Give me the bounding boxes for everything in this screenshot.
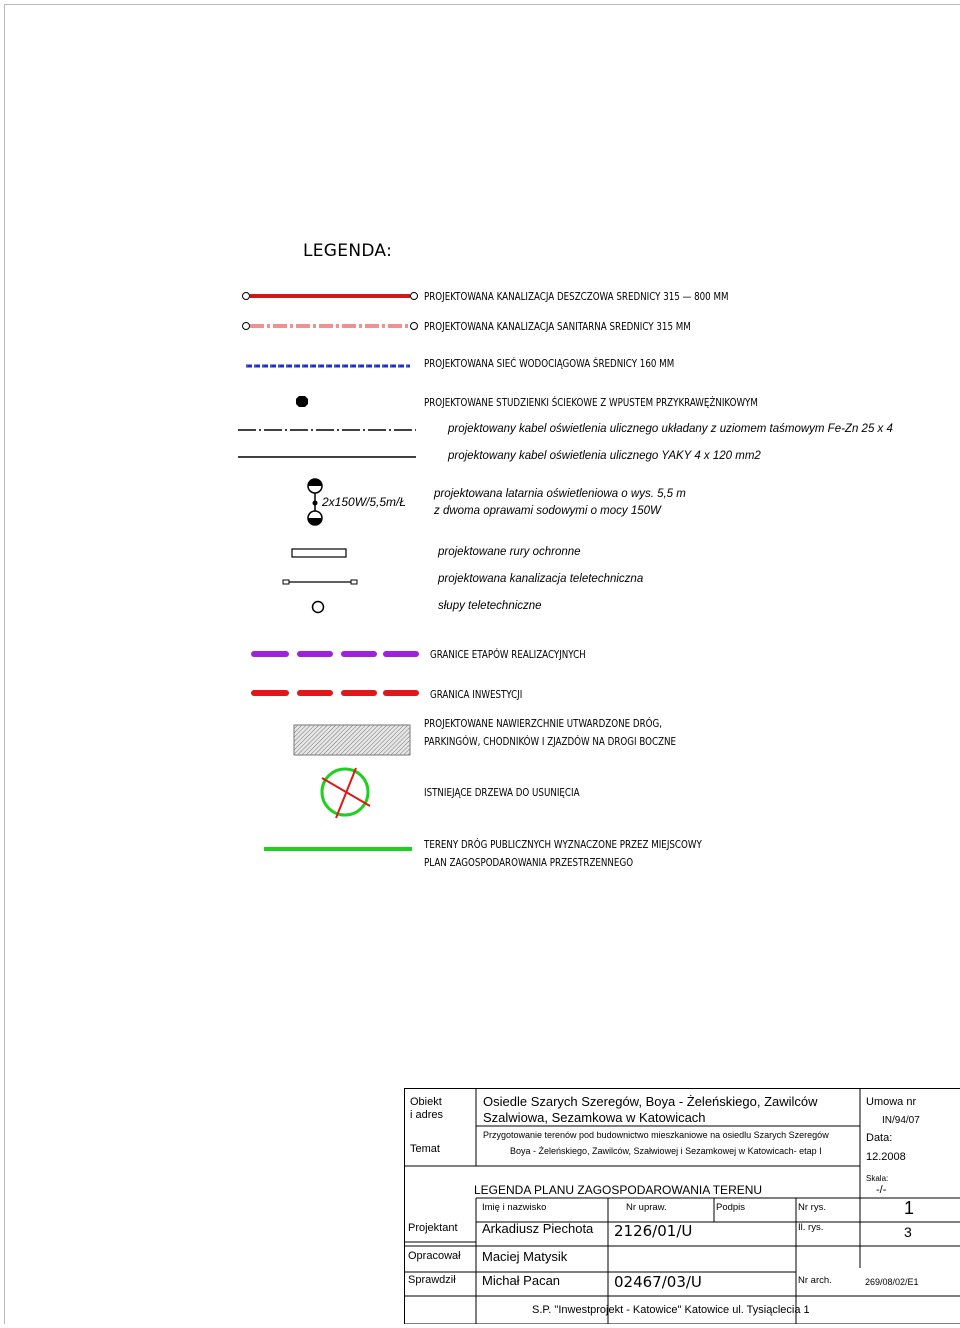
date-label: Data: bbox=[866, 1132, 893, 1144]
storm-sewer-symbol bbox=[243, 293, 418, 300]
contract-value: IN/94/07 bbox=[882, 1115, 920, 1126]
legend-title: LEGENDA: bbox=[303, 241, 393, 261]
object-label-1: Obiekt bbox=[410, 1096, 442, 1108]
projektant-name: Arkadiusz Piechota bbox=[482, 1221, 594, 1236]
legend-lamp-line1: projektowana latarnia oświetleniowa o wys. 5,5 m bbox=[434, 488, 686, 500]
projektant-license: 2126/01/U bbox=[614, 1222, 693, 1240]
sprawdzil-label: Sprawdził bbox=[408, 1274, 456, 1286]
hdr-name: Imię i nazwisko bbox=[482, 1202, 547, 1213]
sheets-value: 3 bbox=[904, 1224, 912, 1240]
scale-label: Skala: bbox=[866, 1174, 889, 1183]
legend-roads-line1: TERENY DRÓG PUBLICZNYCH WYZNACZONE PRZEZ MIEJSCOWY bbox=[424, 838, 702, 851]
company: S.P. "Inwestprojekt - Katowice" Katowice ul. Tysiąclecia 1 bbox=[532, 1304, 810, 1316]
drawing-no: 1 bbox=[904, 1198, 915, 1218]
telecom-sewer-symbol bbox=[283, 580, 357, 584]
scale-value: -/- bbox=[876, 1184, 887, 1196]
object-value-1: Osiedle Szarych Szeregów, Boya - Żeleńskiego, Zawilców bbox=[483, 1094, 818, 1109]
protective-pipe-symbol bbox=[292, 549, 346, 557]
lamp-symbol-text: 2x150W/5,5m/Ł bbox=[322, 495, 407, 509]
legend-cable-earthed: projektowany kabel oświetlenia ulicznego układany z uziomem taśmowym Fe-Zn 25 x 4 bbox=[448, 423, 893, 435]
sanitary-sewer-symbol bbox=[243, 323, 418, 330]
archive-label: Nr arch. bbox=[798, 1275, 832, 1286]
legend-pavement-line2: PARKINGÓW, CHODNIKÓW I ZJAZDÓW NA DROGI BOCZNE bbox=[424, 735, 677, 748]
hdr-signature: Podpis bbox=[716, 1202, 746, 1213]
legend-water-network: PROJEKTOWANA SIEĆ WODOCIĄGOWA ŚREDNICY 160 MM bbox=[424, 357, 675, 370]
drawing-title: LEGENDA PLANU ZAGOSPODAROWANIA TERENU bbox=[474, 1183, 763, 1197]
hdr-license: Nr upraw. bbox=[626, 1202, 667, 1213]
legend-investment-border: GRANICA INWESTYCJI bbox=[430, 688, 523, 701]
legend-roads-line2: PLAN ZAGOSPODAROWANIA PRZESTRZENNEGO bbox=[424, 856, 634, 869]
title-block bbox=[404, 1088, 960, 1324]
topic-value-2: Boya - Żeleńskiego, Zawilców, Szałwiowej i Sezamkowej w Katowicach- etap I bbox=[510, 1146, 822, 1156]
topic-label: Temat bbox=[410, 1143, 440, 1155]
legend-telecom-poles: słupy teletechniczne bbox=[438, 600, 542, 612]
legend-sanitary-sewer: PROJEKTOWANA KANALIZACJA SANITARNA SREDNICY 315 MM bbox=[424, 320, 691, 333]
opracowal-label: Opracował bbox=[408, 1250, 461, 1262]
opracowal-name: Maciej Matysik bbox=[482, 1249, 568, 1264]
legend-cable-yaky: projektowany kabel oświetlenia ulicznego YAKY 4 x 120 mm2 bbox=[448, 450, 761, 462]
legend-pavement-line1: PROJEKTOWANE NAWIERZCHNIE UTWARDZONE DRÓG, bbox=[424, 717, 662, 730]
telecom-pole-symbol bbox=[313, 602, 324, 613]
legend-stage-borders: GRANICE ETAPÓW REALIZACYJNYCH bbox=[430, 648, 586, 661]
legend-gullies: PROJEKTOWANE STUDZIENKI ŚCIEKOWE Z WPUSTEM PRZYKRAWĘŻNIKOWYM bbox=[424, 396, 758, 409]
object-value-2: Szalwiowa, Sezamkowa w Katowicach bbox=[483, 1110, 706, 1125]
tree-removal-symbol bbox=[322, 768, 370, 818]
object-label-2: i adres bbox=[410, 1109, 444, 1121]
sprawdzil-name: Michał Pacan bbox=[482, 1273, 561, 1288]
gully-symbol bbox=[296, 396, 308, 407]
legend-trees: ISTNIEJĄCE DRZEWA DO USUNIĘCIA bbox=[424, 786, 580, 799]
legend-storm-sewer: PROJEKTOWANA KANALIZACJA DESZCZOWA SREDNICY 315 — 800 MM bbox=[424, 290, 729, 303]
street-lamp-symbol bbox=[308, 479, 322, 525]
hdr-drawing-no: Nr rys. bbox=[798, 1202, 826, 1213]
date-value: 12.2008 bbox=[866, 1151, 906, 1163]
legend-lamp-line2: z dwoma oprawami sodowymi o mocy 150W bbox=[434, 505, 661, 517]
topic-value-1: Przygotowanie terenów pod budownictwo mieszkaniowe na osiedlu Szarych Szeregów bbox=[483, 1130, 829, 1140]
contract-label: Umowa nr bbox=[866, 1096, 917, 1108]
sheets-label: Il. rys. bbox=[798, 1222, 824, 1233]
legend-pipes: projektowane rury ochronne bbox=[438, 546, 581, 558]
sprawdzil-license: 02467/03/U bbox=[614, 1273, 702, 1291]
archive-value: 269/08/02/E1 bbox=[865, 1277, 919, 1287]
legend-telecom-sewer: projektowana kanalizacja teletechniczna bbox=[438, 573, 644, 585]
pavement-symbol bbox=[294, 725, 410, 755]
projektant-label: Projektant bbox=[408, 1222, 458, 1234]
